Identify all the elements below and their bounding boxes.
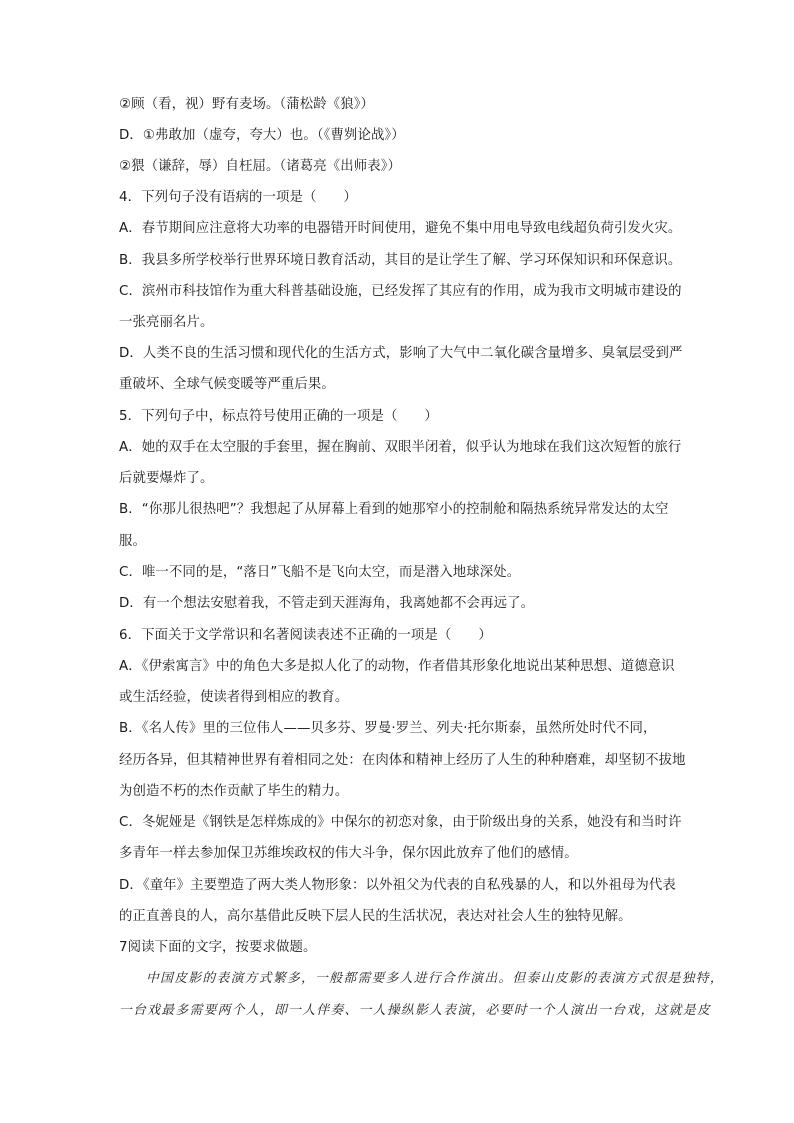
text-line: 的正直善良的人，高尔基借此反映下层人民的生活状况，表达对社会人生的独特见解。 (119, 909, 632, 924)
text-line: 多青年一样去参加保卫苏维埃政权的伟大斗争，保尔因此放弃了他们的感情。 (119, 846, 578, 861)
question-7-stem: 7阅读下面的文字，按要求做题。 (119, 940, 317, 955)
question-5-stem: 5．下列句子中，标点符号使用正确的一项是（ ） (119, 409, 438, 424)
text-line: 经历各异，但其精神世界有着相同之处：在肉体和精神上经历了人生的种种磨难，却坚韧不拔地 (119, 753, 686, 768)
option-a: A．《伊索寓言》中的角色大多是拟人化了的动物，作者借其形象化地说出某种思想、道德意识 (119, 659, 675, 674)
text-line: 或生活经验，使读者得到相应的教育。 (119, 690, 349, 705)
question-6-stem: 6．下面关于文学常识和名著阅读表述不正确的一项是（ ） (119, 628, 492, 643)
question-4-stem: 4．下列句子没有语病的一项是（ ） (119, 190, 357, 205)
text-line: 后就要爆炸了。 (119, 471, 214, 486)
passage-line: 中国皮影的表演方式繁多，一般都需要多人进行合作演出。但泰山皮影的表演方式很是独特， (146, 971, 724, 986)
option-b: B．《名人传》里的三位伟人——贝多芬、罗曼·罗兰、列夫·托尔斯泰，虽然所处时代不同， (119, 721, 657, 736)
option-b: B．“你那儿很热吧”？我想起了从屏幕上看到的她那窄小的控制舱和隔热系统异常发达的太空 (119, 502, 669, 517)
option-d: D．《童年》主要塑造了两大类人物形象：以外祖父为代表的自私残暴的人，和以外祖母为代表 (119, 878, 676, 893)
text-line: 服。 (119, 534, 146, 549)
passage-line: 一台戏最多需要两个人，即一人伴奏、一人操纵影人表演，必要时一个人演出一台戏，这就是皮 (119, 1003, 712, 1018)
option-c: C．冬妮娅是《钢铁是怎样炼成的》中保尔的初恋对象，由于阶级出身的关系，她没有和当时许 (119, 815, 682, 830)
option-c: C．滨州市科技馆作为重大科普基础设施，已经发挥了其应有的作用，成为我市文明城市建设的 (119, 284, 682, 299)
text-line: ②猥（谦辞，辱）自枉屈。（诸葛亮《出师表》） (119, 159, 402, 174)
option-d: D．人类不良的生活习惯和现代化的生活方式，影响了大气中二氧化碳含量增多、臭氧层受到严 (119, 346, 683, 361)
text-line: D．①弗敢加（虚夸，夸大）也。（《曹刿论战》） (119, 128, 405, 143)
text-line: 重破坏、全球气候变暖等严重后果。 (119, 377, 335, 392)
text-line: ②顾（看，视）野有麦场。（蒲松龄《狼》） (119, 97, 375, 112)
option-a: A．春节期间应注意将大功率的电器错开时间使用，避免不集中用电导致电线超负荷引发火灾。 (119, 221, 682, 236)
option-a: A．她的双手在太空服的手套里，握在胸前、双眼半闭着，似乎认为地球在我们这次短暂的旅行 (119, 440, 682, 455)
option-b: B．我县多所学校举行世界环境日教育活动，其目的是让学生了解、学习环保知识和环保意识。 (119, 253, 682, 268)
text-line: 为创造不朽的杰作贡献了毕生的精力。 (119, 784, 349, 799)
option-c: C．唯一不同的是，“落日”飞船不是飞向太空，而是潜入地球深处。 (119, 565, 521, 580)
text-line: 一张亮丽名片。 (119, 315, 214, 330)
option-d: D．有一个想法安慰着我，不管走到天涯海角，我离她都不会再远了。 (119, 596, 535, 611)
